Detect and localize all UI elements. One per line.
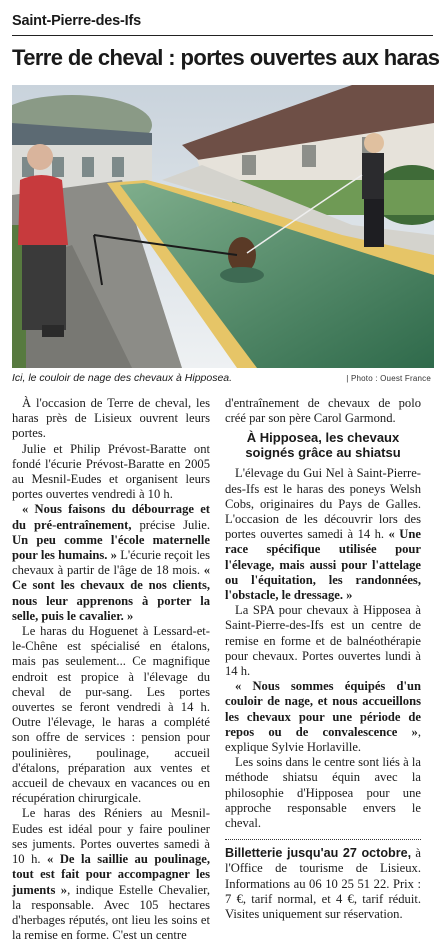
text: , explique Sylvie Horlaville. [225,724,421,755]
text: L'écurie reçoit les chevaux à partir de l'âge de 18 mois. [12,548,211,578]
paragraph: La SPA pour chevaux à Hipposea à Saint-Pierre-des-Ifs est un centre de remise en forme et de balnéothérapie pour chevaux. Portes ouvertes lundi à 14 h. [225,603,421,679]
quote: « Nous sommes équipés d'un couloir de nage, et nous accueillons les chevaux pour une période de repos ou de convalescence » [225,679,421,739]
paragraph: Les soins dans le centre sont liés à la méthode shiatsu équin avec la philosophie d'Hipposea pour une approche responsable envers le cheval. [225,755,421,831]
paragraph: Julie et Philip Prévost-Baratte ont fondé l'écurie Prévost-Baratte en 2005 au Mesnil-Eudes et organisent leurs portes ouvertes vendredi à 10 h. [12,441,210,502]
column-right [225,396,421,922]
article-headline: Terre de cheval : portes ouvertes aux haras [12,45,440,70]
section-kicker: Saint-Pierre-des-Ifs [12,13,141,29]
paragraph: d'entraînement de chevaux de polo créé par son père Carol Garmond. [225,396,421,426]
ticket-info [225,846,421,922]
quote: « Une race spécifique utilisée pour l'élevage, mais aussi pour l'attelage ou l'équitation, les randonnées, l'obstacle, le dressage. » [225,527,421,603]
text: , indique Estelle Chevalier, la responsable. Avec 105 hectares d'herbages réputés, ont lieu les soins et la remise en forme. C'est un centre [12,882,210,943]
text: précise Julie. [131,517,211,532]
paragraph [225,466,421,603]
text: Le haras des Réniers au Mesnil-Eudes est idéal pour y faire pouliner ses juments. Portes ouvertes samedi à 10 h. [12,806,210,867]
paragraph [12,502,210,624]
paragraph: À l'occasion de Terre de cheval, les haras près de Lisieux ouvrent leurs portes. [12,396,210,441]
photo-credit: | Photo : Ouest France [346,374,431,383]
quote: « Ce sont les chevaux de nos clients, nous leur apprenons à porter la selle, puis le cavalier. » [12,563,210,623]
ticket-heading: Billetterie jusqu'au 27 octobre, [225,846,412,861]
article-photo [12,85,434,368]
photo-caption: Ici, le couloir de nage des chevaux à Hipposea. [12,372,233,384]
header-rule [12,35,433,36]
paragraph: Le haras du Hoguenet à Lessard-et-le-Chêne est spécialisé en étalons, mais pas seulement... Ce magnifique endroit est propice à l'élevage du cheval de pur-sang. Les portes ouvertes se feront vendredi à 14 h. Outre l'élevage, le haras a complété son offre de services : pension pour poulinières, poulinage, accueil d'étalons, préparation aux ventes et accueil de chevaux en vacances ou en récupération chirurgicale. [12,624,210,806]
quote: Un peu comme l'école maternelle pour les humains. » [12,532,210,563]
paragraph [12,806,210,943]
subheading: À Hipposea, les chevaux soignés grâce au shiatsu [245,430,401,461]
column-left [12,396,210,943]
text: L'élevage du Gui Nel à Saint-Pierre-des-Ifs est le haras des poneys Welsh Cobs, originaires du Pays de Galles. L'occasion de les découvrir lors des portes ouvertes samedi à 14 h. [225,466,421,542]
quote: « Nous faisons du débourrage et du pré-entraînement, [12,502,210,532]
paragraph [225,679,421,755]
quote: « De la saillie au poulinage, tout est fait pour accompagner les juments » [12,852,210,897]
info-divider [225,839,421,840]
text: à l'Office de tourisme de Lisieux. Informations au 06 10 25 51 22. Prix : 7 €, tarif normal, et 4 €, tarif réduit. Visites uniquement sur réservation. [225,846,421,922]
